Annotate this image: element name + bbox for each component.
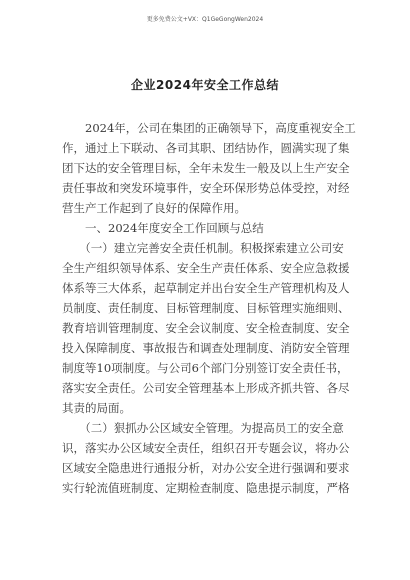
text-line: 全生产组织领导体系、安全生产责任体系、安全应急救援 — [62, 261, 350, 275]
text-line: 投入保障制度、事故报告和调查处理制度、消防安全管理 — [62, 341, 350, 355]
text-line: （二）狠抓办公区域安全管理。为提高员工的安全意 — [62, 421, 344, 435]
text-line: 责任事故和突发环境事件，安全环保形势总体受控，对经 — [62, 181, 350, 195]
header-note: 更多免费公文+VX：Q1GeGongWen2024 — [146, 16, 264, 23]
text-line: 团下达的安全管理目标，全年未发生一般及以上生产安全 — [62, 161, 350, 175]
text-line: 区域安全隐患进行通报分析，对办公安全进行强调和要求 — [62, 461, 350, 475]
text-line: （一）建立完善安全责任机制。积极探索建立公司安 — [62, 241, 344, 255]
text-line: 识，落实办公区域安全责任，组织召开专题会议，将办公 — [62, 441, 350, 455]
section-heading: 一、2024年度安全工作回顾与总结 — [62, 221, 264, 235]
text-line: 体系等三大体系，起草制定并出台安全生产管理机构及人 — [62, 281, 350, 295]
text-line: 落实安全责任。公司安全管理基本上形成齐抓共管、各尽 — [62, 381, 350, 395]
text-line: 制度等10项制度。与公司6个部门分别签订安全责任书， — [62, 361, 349, 375]
body-text — [62, 118, 359, 498]
text-line: 员制度、责任制度、目标管理制度、目标管理实施细则、 — [62, 301, 350, 315]
text-line: 作，通过上下联动、各司其职、团结协作，圆满实现了集 — [62, 141, 350, 155]
text-line: 实行轮流值班制度、定期检查制度、隐患提示制度，严格 — [62, 481, 350, 495]
page-title: 企业2024年安全工作总结 — [131, 78, 279, 92]
text-line: 教育培训管理制度、安全会议制度、安全检查制度、安全 — [62, 321, 350, 335]
text-line: 营生产工作起到了良好的保障作用。 — [62, 201, 246, 215]
text-line: 2024年，公司在集团的正确领导下，高度重视安全工 — [62, 121, 356, 135]
text-line: 其责的局面。 — [62, 401, 131, 415]
